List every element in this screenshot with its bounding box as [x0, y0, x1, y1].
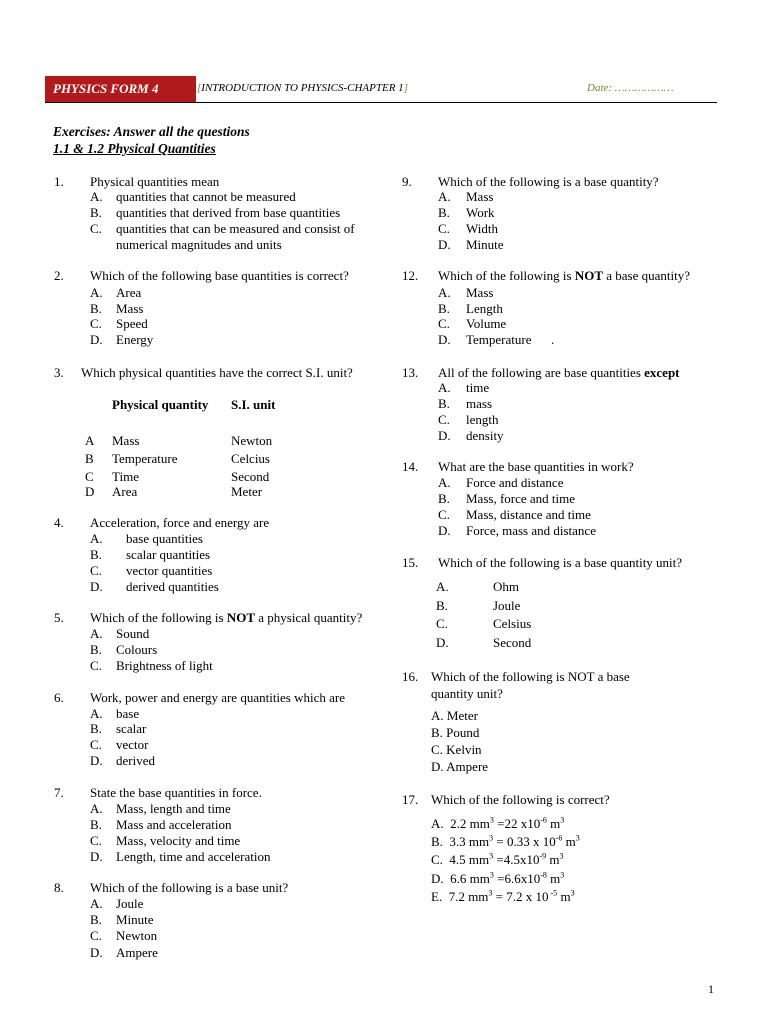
exercise-title: Exercises: Answer all the questions: [53, 124, 250, 139]
date-field: Date: ………………: [587, 82, 674, 94]
section-title: 1.1 & 1.2 Physical Quantities: [53, 141, 216, 156]
subject-tag: PHYSICS FORM 4: [45, 76, 196, 102]
page-number: 1: [708, 982, 714, 996]
table-header-quantity: Physical quantity: [112, 397, 209, 412]
chapter-title: [INTRODUCTION TO PHYSICS-CHAPTER 1]: [197, 82, 408, 94]
table-header-unit: S.I. unit: [231, 397, 276, 412]
page-header: [45, 76, 717, 103]
